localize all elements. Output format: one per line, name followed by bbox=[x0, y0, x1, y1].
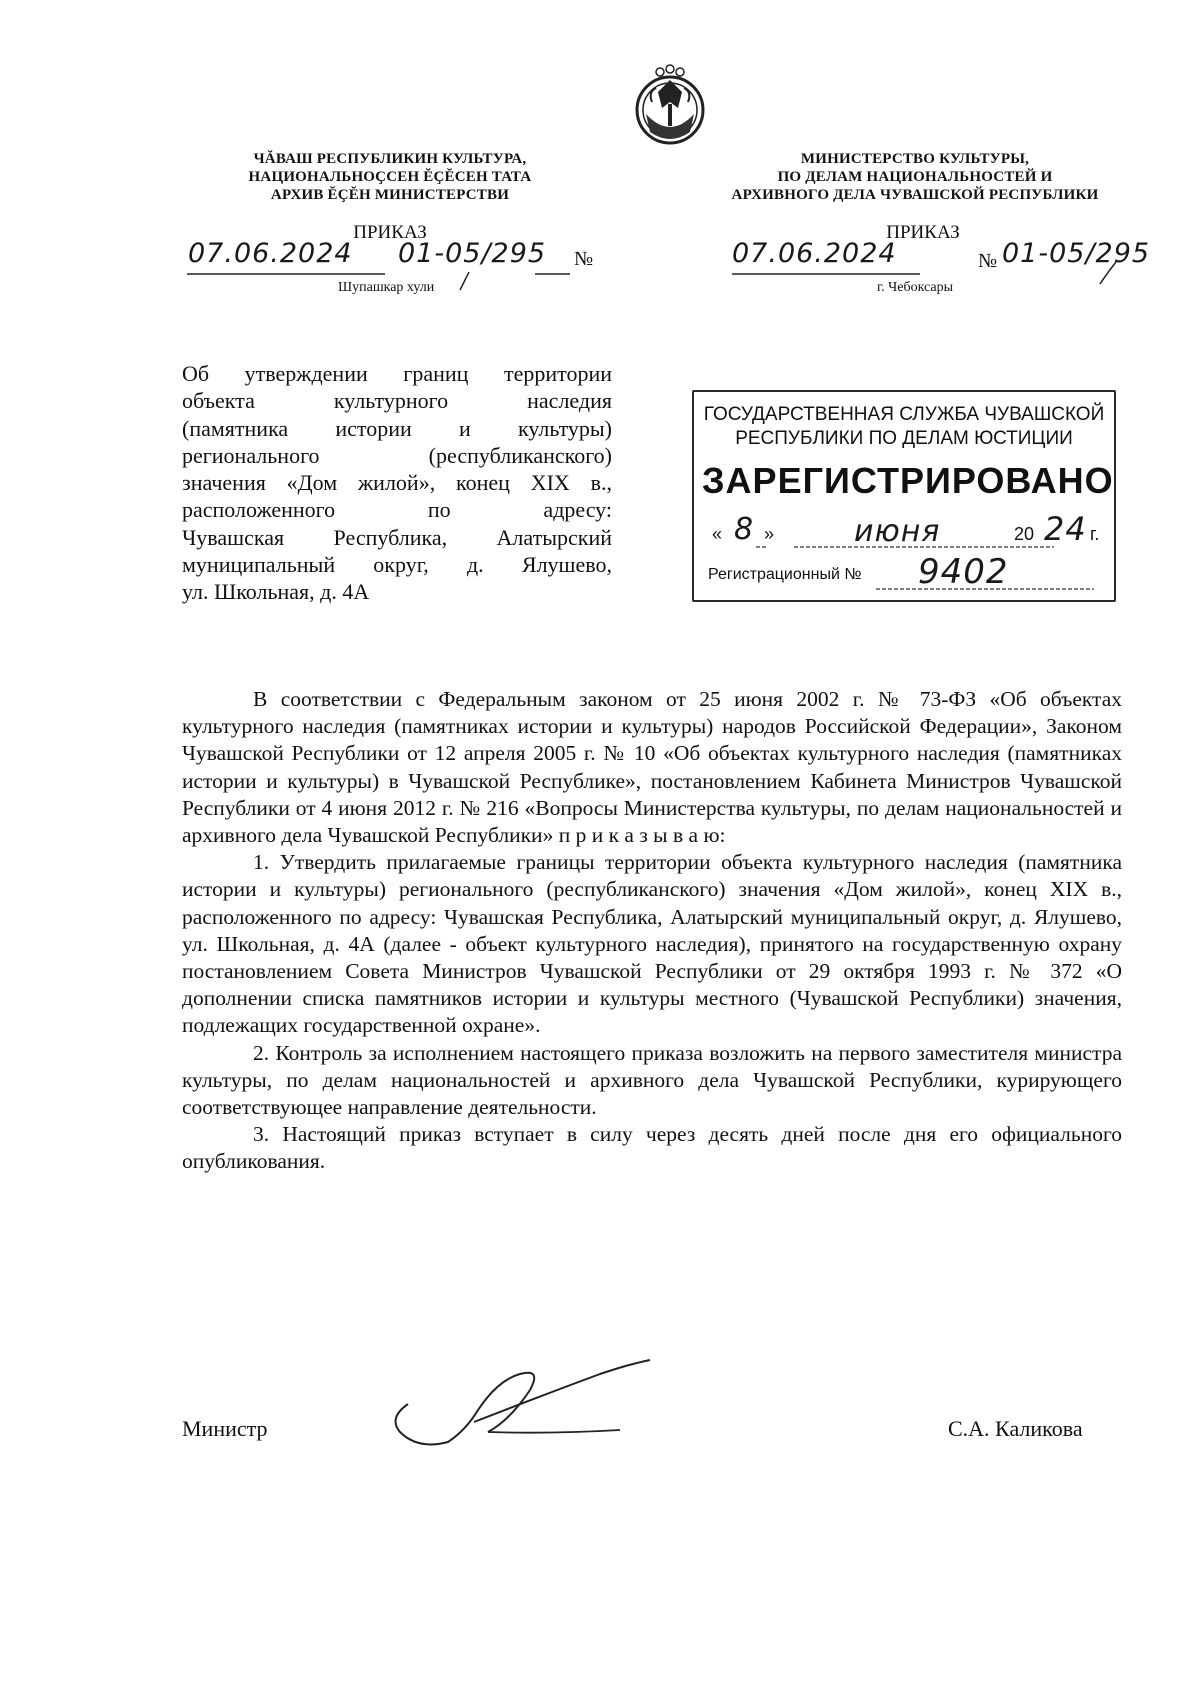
right-handwritten-number: 01-05/295 bbox=[1002, 238, 1151, 269]
right-prikaz-heading: ПРИКАЗ bbox=[886, 222, 960, 243]
stamp-date-underline bbox=[754, 544, 1084, 550]
stamp-year-prefix: 20 bbox=[1014, 524, 1035, 544]
body-item-1: 1. Утвердить прилагаемые границы территории объекта культурного наследия (памятника истории и культуры) регионального (республиканского) значения «Дом жилой», конец XIX в., расположенного по адресу: Чувашская Республика, Алатырский муниципальный округ, д. Ялушево, ул. Школьная, д. 4А (далее - объект культурного наследия), принятого на государственную охрану постановлением Совета Министров Чувашской Республики от 29 октября 1993 г. № 372 «О дополнении списка памятников истории и культуры местного (Чувашской Республики) значения, подлежащих государственной охране». bbox=[182, 850, 1122, 1038]
title-line: расположенного по адресу: bbox=[182, 497, 612, 523]
document-body bbox=[182, 686, 1122, 1176]
stamp-reg-number: 9402 bbox=[918, 552, 1009, 592]
title-line: значения «Дом жилой», конец XIX в., bbox=[182, 470, 612, 496]
stamp-line2: РЕСПУБЛИКИ ПО ДЕЛАМ ЮСТИЦИИ bbox=[735, 428, 1073, 449]
right-number-sign: № bbox=[978, 250, 998, 272]
left-place: Шупашкар хули bbox=[338, 280, 435, 295]
stamp-close-quote: » bbox=[764, 524, 775, 544]
stamp-year: 24 bbox=[1044, 510, 1087, 548]
left-handwritten-date: 07.06.2024 bbox=[188, 238, 353, 269]
stamp-day: 8 bbox=[734, 512, 755, 547]
body-preamble: В соответствии с Федеральным законом от 25 июня 2002 г. № 73-ФЗ «Об объектах культурного наследия (памятниках истории и культуры) народов Российской Федерации», Законом Чувашской Республики от 12 апреля 2005 г. № 10 «Об объектах культурного наследия (памятниках истории и культуры) в Чувашской Республике», постановлением Кабинета Министров Чувашской Республики от 4 июня 2012 г. № 216 «Вопросы Министерства культуры, по делам национальностей и архивного дела Чувашской Республики» п р и к а з ы в а ю: bbox=[182, 687, 1122, 848]
right-header-line2: ПО ДЕЛАМ НАЦИОНАЛЬНОСТЕЙ И bbox=[777, 169, 1053, 185]
coat-of-arms-emblem bbox=[628, 62, 712, 146]
stamp-year-suffix: г. bbox=[1090, 524, 1100, 544]
left-number-sign: № bbox=[574, 248, 594, 270]
stamp-month: июня bbox=[854, 514, 941, 549]
right-handwritten-date: 07.06.2024 bbox=[732, 238, 897, 269]
left-header-line1: ЧĂВАШ РЕСПУБЛИКИН КУЛЬТУРА, bbox=[253, 151, 527, 167]
title-line: муниципальный округ, д. Ялушево, bbox=[182, 552, 612, 578]
right-header-line3: АРХИВНОГО ДЕЛА ЧУВАШСКОЙ РЕСПУБЛИКИ bbox=[731, 187, 1099, 203]
stamp-line1: ГОСУДАРСТВЕННАЯ СЛУЖБА ЧУВАШСКОЙ bbox=[703, 404, 1105, 425]
left-handwritten-number: 01-05/295 bbox=[398, 238, 547, 269]
stamp-reg-label: Регистрационный № bbox=[708, 566, 862, 583]
signature-position: Министр bbox=[182, 1416, 268, 1441]
right-underline bbox=[730, 260, 1160, 290]
document-title bbox=[182, 360, 612, 606]
title-line: Об утверждении границ территории bbox=[182, 361, 612, 386]
title-line: (памятника истории и культуры) bbox=[182, 415, 612, 441]
body-item-3: 3. Настоящий приказ вступает в силу через десять дней после дня его официального опубликования. bbox=[182, 1122, 1122, 1174]
registration-stamp bbox=[692, 390, 1116, 602]
signature-name: С.А. Каликова bbox=[948, 1416, 1083, 1441]
left-header-line3: АРХИВ ĔҪĔН МИНИСТЕРСТВИ bbox=[270, 187, 510, 203]
left-header bbox=[220, 150, 560, 204]
stamp-open-quote: « bbox=[712, 524, 723, 544]
handwritten-signature bbox=[370, 1350, 670, 1460]
body-item-2: 2. Контроль за исполнением настоящего приказа возложить на первого заместителя министра культуры, по делам национальностей и архивного дела Чувашской Республики, курирующего соответствующее направление деятельности. bbox=[182, 1040, 1122, 1120]
stamp-registered: ЗАРЕГИСТРИРОВАНО bbox=[702, 460, 1114, 501]
right-header bbox=[720, 150, 1110, 204]
stamp-reg-underline bbox=[874, 586, 1104, 592]
left-prikaz-heading: ПРИКАЗ bbox=[353, 222, 427, 243]
left-header-line2: НАЦИОНАЛЬНОҪСЕН ĔҪĔСЕН ТАТА bbox=[248, 169, 532, 185]
left-underline bbox=[185, 268, 605, 292]
title-line: объекта культурного наследия bbox=[182, 388, 612, 414]
title-line: Чувашская Республика, Алатырский bbox=[182, 524, 612, 550]
right-header-line1: МИНИСТЕРСТВО КУЛЬТУРЫ, bbox=[800, 151, 1030, 167]
right-place: г. Чебоксары bbox=[877, 280, 954, 295]
title-line: ул. Школьная, д. 4А bbox=[182, 579, 370, 605]
title-line: регионального (республиканского) bbox=[182, 442, 612, 468]
